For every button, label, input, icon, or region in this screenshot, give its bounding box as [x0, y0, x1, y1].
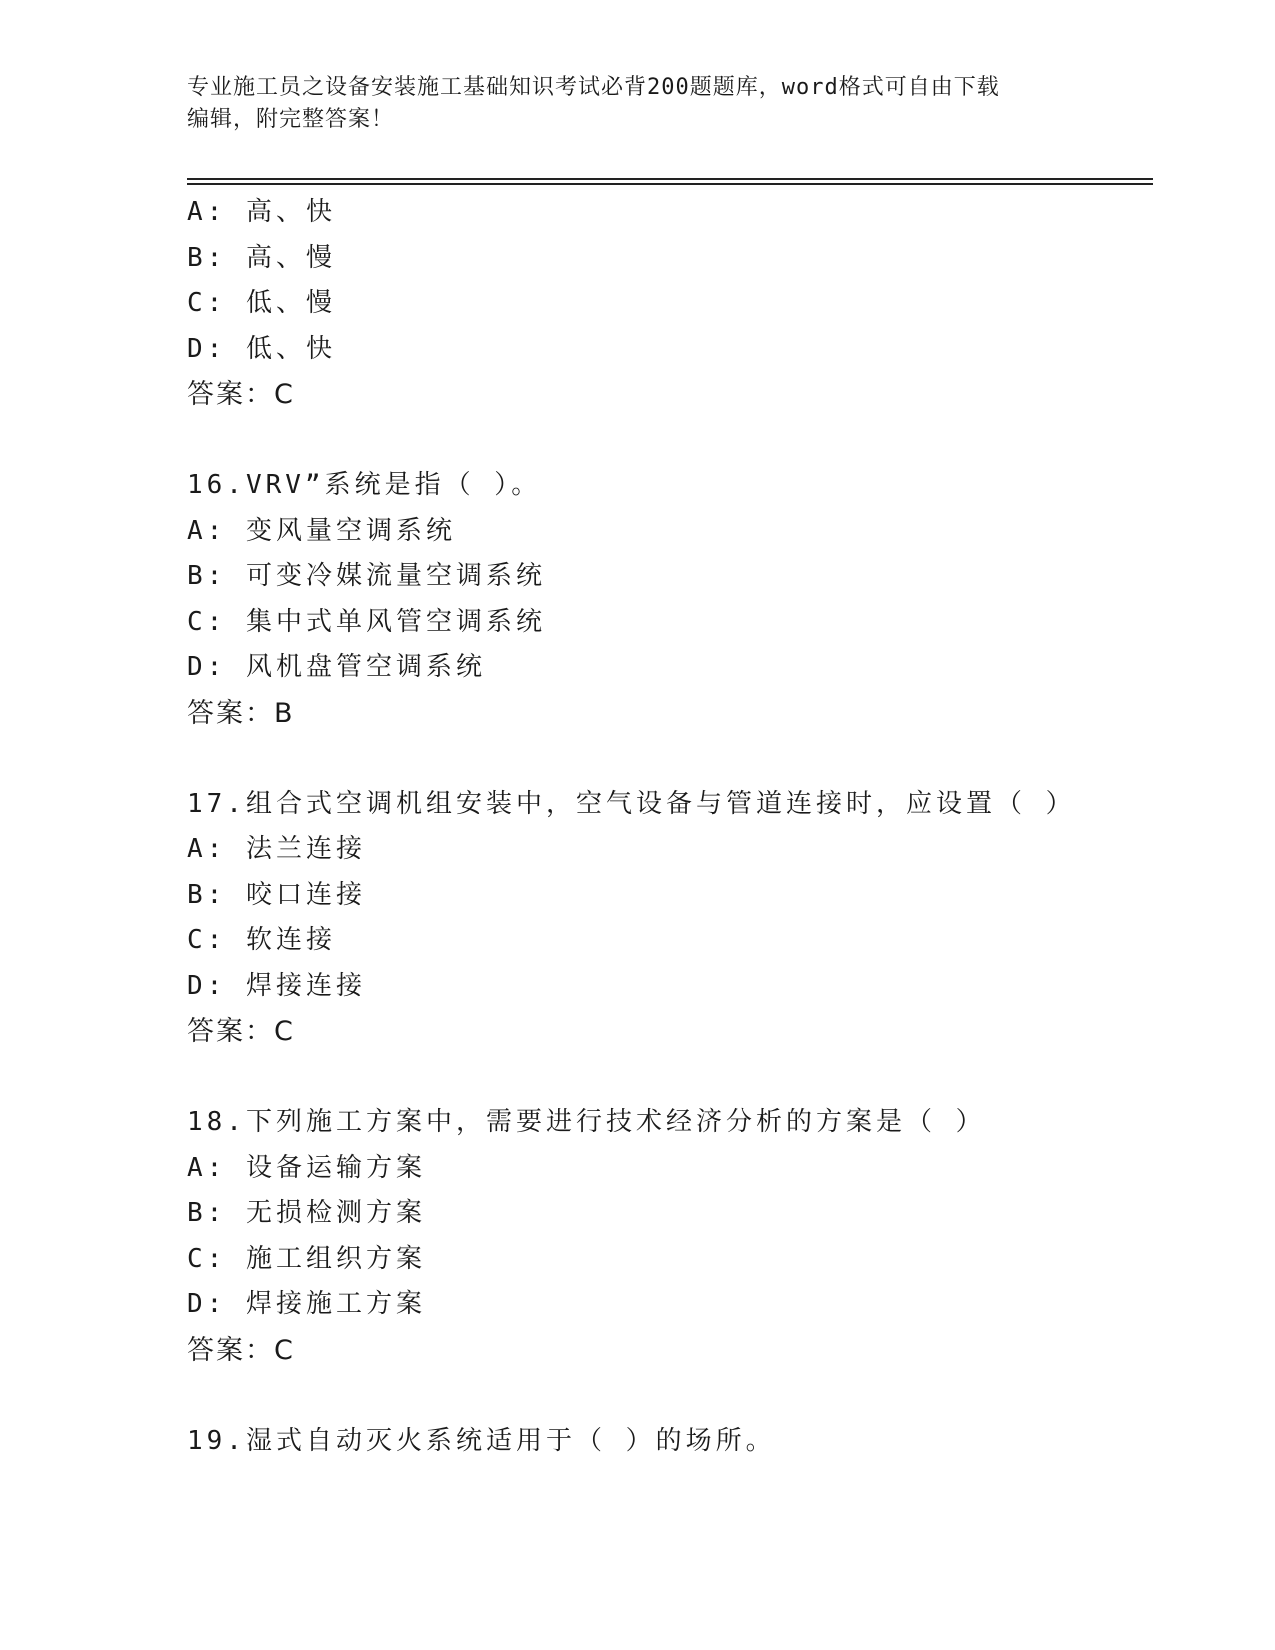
- answer-line: 答案：C: [187, 1334, 295, 1366]
- option-d: D: 焊接连接: [187, 970, 366, 1001]
- header-divider-bottom: [187, 183, 1153, 185]
- option-d: D: 低、快: [187, 333, 336, 364]
- header-line-1: 专业施工员之设备安装施工基础知识考试必背200题题库，word格式可自由下载: [187, 75, 1000, 100]
- question-19: [187, 1419, 1147, 1465]
- question-stem: 18.下列施工方案中，需要进行技术经济分析的方案是（ ）: [187, 1107, 986, 1137]
- option-d: D: 风机盘管空调系统: [187, 652, 486, 682]
- answer-line: 答案：C: [187, 379, 295, 410]
- option-a: A: 变风量空调系统: [187, 515, 456, 546]
- question-stem: 16.VRV”系统是指（ ）。: [187, 470, 542, 500]
- spacer: [187, 418, 1147, 464]
- question-17: [187, 782, 1147, 1055]
- option-b: B: 无损检测方案: [187, 1198, 426, 1228]
- option-b: B: 咬口连接: [187, 879, 366, 910]
- option-c: C: 集中式单风管空调系统: [187, 606, 546, 637]
- question-15: [187, 190, 1147, 418]
- option-a: A: 高、快: [187, 197, 336, 227]
- spacer: [187, 1373, 1147, 1419]
- answer-line: 答案：C: [187, 1016, 295, 1047]
- answer-line: 答案：B: [187, 697, 295, 729]
- question-18: [187, 1100, 1147, 1373]
- question-16: [187, 463, 1147, 736]
- option-c: C: 软连接: [187, 925, 336, 955]
- question-stem: 19.湿式自动灭火系统适用于（ ）的场所。: [187, 1425, 776, 1456]
- option-c: C: 施工组织方案: [187, 1243, 426, 1274]
- header-divider-top: [187, 178, 1153, 180]
- option-d: D: 焊接施工方案: [187, 1289, 426, 1319]
- option-c: C: 低、慢: [187, 288, 336, 318]
- option-a: A: 法兰连接: [187, 834, 366, 864]
- option-b: B: 高、慢: [187, 242, 336, 273]
- option-a: A: 设备运输方案: [187, 1152, 426, 1183]
- spacer: [187, 736, 1147, 782]
- spacer: [187, 1055, 1147, 1101]
- header-line-2: 编辑，附完整答案！: [187, 107, 395, 132]
- question-list: [187, 190, 1147, 1464]
- option-b: B: 可变冷媒流量空调系统: [187, 561, 546, 591]
- document-header: [187, 72, 1087, 136]
- question-stem: 17.组合式空调机组安装中，空气设备与管道连接时，应设置（ ）: [187, 788, 1076, 819]
